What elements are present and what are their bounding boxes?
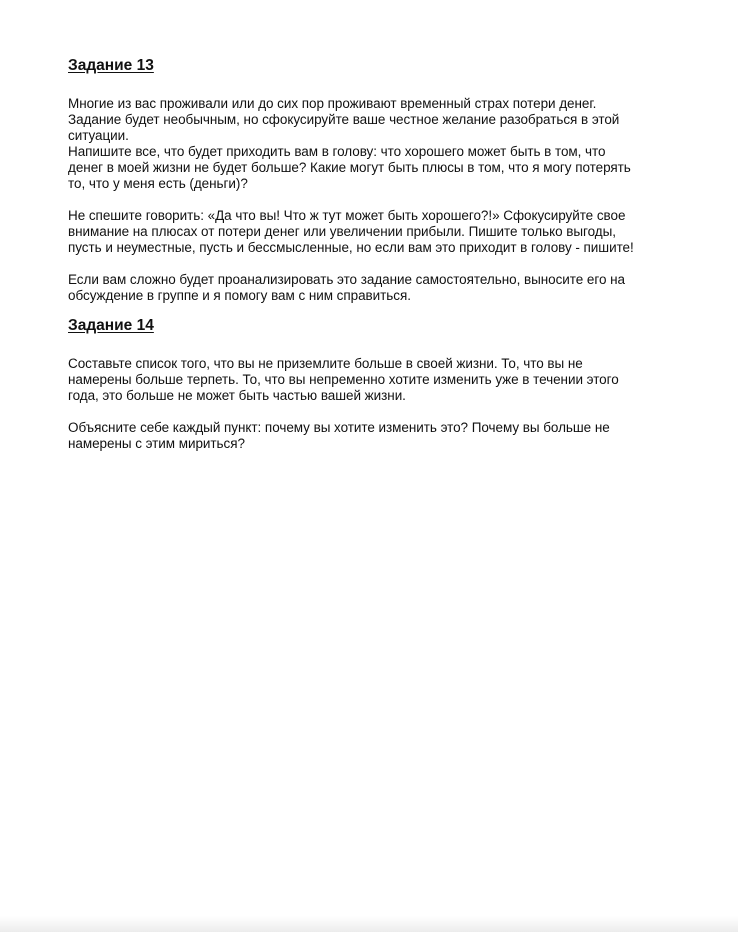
text-line: то, что у меня есть (деньги)? bbox=[68, 176, 248, 191]
paragraph-gap bbox=[68, 192, 688, 208]
text-line: денег в моей жизни не будет больше? Какие могут быть плюсы в том, что я могу потерять bbox=[68, 160, 631, 175]
text-line: Задание будет необычным, но сфокусируйте ваше честное желание разобраться в этой bbox=[68, 112, 620, 127]
task-13-heading: Задание 13 bbox=[68, 57, 154, 74]
text-line: Если вам сложно будет проанализировать это задание самостоятельно, выносите его на bbox=[68, 272, 625, 287]
text-line: ситуации. bbox=[68, 128, 129, 143]
task-14-paragraph-1 bbox=[68, 356, 688, 404]
text-line: года, это больше не может быть частью вашей жизни. bbox=[68, 388, 406, 403]
text-line: Объясните себе каждый пункт: почему вы хотите изменить это? Почему вы больше не bbox=[68, 420, 610, 435]
section-gap bbox=[68, 304, 688, 316]
text-line: Не спешите говорить: «Да что вы! Что ж тут может быть хорошего?!» Сфокусируйте свое bbox=[68, 208, 626, 223]
task-14-heading: Задание 14 bbox=[68, 317, 154, 334]
text-line: намерены с этим мириться? bbox=[68, 436, 245, 451]
text-line: Составьте список того, что вы не приземлите больше в своей жизни. То, что вы не bbox=[68, 356, 583, 371]
document-content bbox=[68, 56, 688, 452]
task-13-paragraph-2 bbox=[68, 208, 688, 256]
task-13-paragraph-3 bbox=[68, 272, 688, 304]
page-bottom-edge bbox=[0, 916, 738, 932]
text-line: пусть и неуместные, пусть и бессмысленные, но если вам это приходит в голову - пишите! bbox=[68, 240, 634, 255]
text-line: внимание на плюсах от потери денег или увеличении прибыли. Пишите только выгоды, bbox=[68, 224, 616, 239]
text-line: Напишите все, что будет приходить вам в голову: что хорошего может быть в том, что bbox=[68, 144, 606, 159]
text-line: обсуждение в группе и я помогу вам с ним справиться. bbox=[68, 288, 411, 303]
task-14-paragraph-2 bbox=[68, 420, 688, 452]
text-line: Многие из вас проживали или до сих пор проживают временный страх потери денег. bbox=[68, 96, 597, 111]
task-13-paragraph-1 bbox=[68, 96, 688, 192]
paragraph-gap bbox=[68, 256, 688, 272]
text-line: намерены больше терпеть. То, что вы непременно хотите изменить уже в течении этого bbox=[68, 372, 619, 387]
paragraph-gap bbox=[68, 404, 688, 420]
